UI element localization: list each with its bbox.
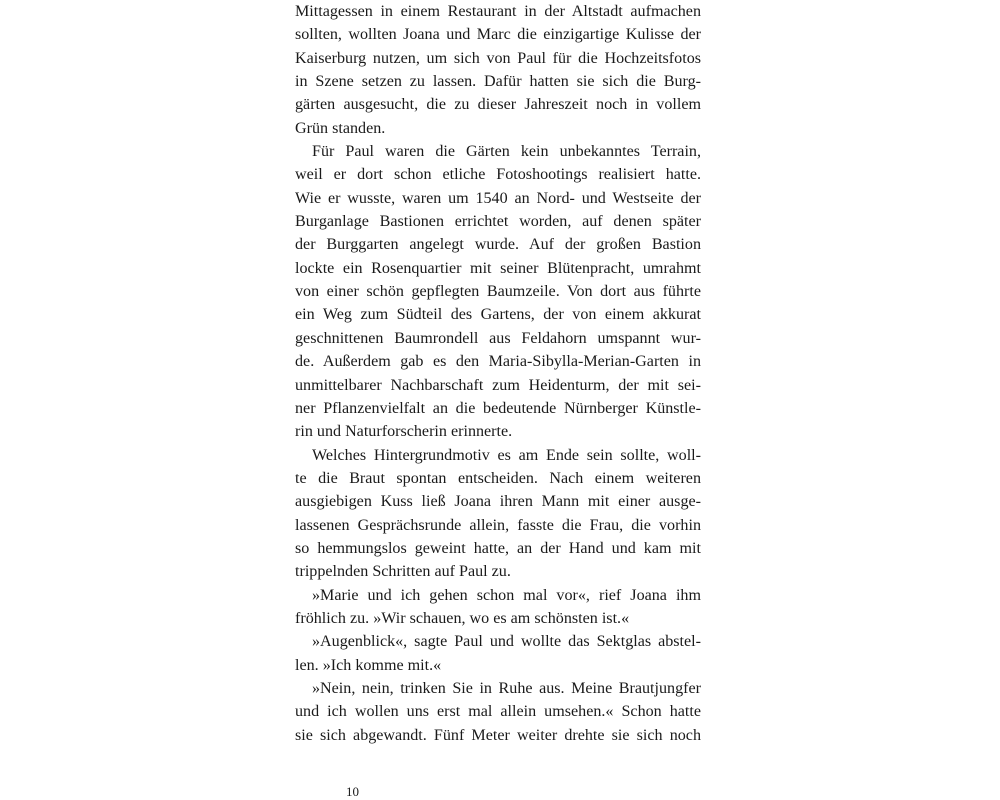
text-line: fröhlich zu. »Wir schauen, wo es am schönsten ist.« bbox=[295, 609, 630, 627]
text-line: Mittagessen in einem Restaurant in der Altstadt aufmachen bbox=[295, 3, 701, 20]
text-line: sollten, wollten Joana und Marc die einzigartige Kulisse der bbox=[295, 26, 701, 44]
text-line: gärten ausgesucht, die zu dieser Jahreszeit noch in vollem bbox=[295, 96, 701, 114]
text-line: so hemmungslos geweint hatte, an der Hand und kam mit bbox=[295, 539, 701, 557]
text-line: te die Braut spontan entscheiden. Nach einem weiteren bbox=[295, 469, 701, 487]
text-line: Welches Hintergrundmotiv es am Ende sein sollte, woll- bbox=[312, 446, 701, 464]
text-line: von einer schön gepflegten Baumzeile. Von dort aus führte bbox=[295, 283, 701, 301]
text-line: len. »Ich komme mit.« bbox=[295, 656, 442, 674]
text-line: in Szene setzen zu lassen. Dafür hatten sie sich die Burg- bbox=[295, 73, 701, 91]
text-line: »Nein, nein, trinken Sie in Ruhe aus. Meine Brautjungfer bbox=[312, 679, 701, 697]
text-line: Wie er wusste, waren um 1540 an Nord- und Westseite der bbox=[295, 189, 701, 207]
text-line: ein Weg zum Südteil des Gartens, der von einem akkurat bbox=[295, 306, 701, 324]
text-line: unmittelbarer Nachbarschaft zum Heidenturm, der mit sei- bbox=[295, 376, 701, 394]
text-line: Burganlage Bastionen errichtet worden, auf denen später bbox=[295, 213, 701, 231]
text-line: geschnittenen Baumrondell aus Feldahorn umspannt wur- bbox=[295, 329, 701, 347]
text-line: weil er dort schon etliche Fotoshootings realisiert hatte. bbox=[295, 166, 701, 184]
text-line: sie sich abgewandt. Fünf Meter weiter drehte sie sich noch bbox=[295, 726, 701, 744]
text-line: »Marie und ich gehen schon mal vor«, rief Joana ihm bbox=[312, 586, 701, 604]
text-line: und ich wollen uns erst mal allein umsehen.« Schon hatte bbox=[295, 703, 701, 721]
text-line: rin und Naturforscherin erinnerte. bbox=[295, 423, 513, 441]
text-line: lassenen Gesprächsrunde allein, fasste die Frau, die vorhin bbox=[295, 516, 701, 534]
text-line: Grün standen. bbox=[295, 119, 386, 137]
text-line: ner Pflanzenvielfalt an die bedeutende Nürnberger Künstle- bbox=[295, 399, 701, 417]
text-line: lockte ein Rosenquartier mit seiner Blütenpracht, umrahmt bbox=[295, 259, 701, 277]
text-line: trippelnden Schritten auf Paul zu. bbox=[295, 563, 511, 581]
text-line: de. Außerdem gab es den Maria-Sibylla-Merian-Garten in bbox=[295, 353, 701, 371]
body-text bbox=[295, 0, 701, 747]
text-line: Für Paul waren die Gärten kein unbekanntes Terrain, bbox=[312, 143, 701, 161]
text-line: der Burggarten angelegt wurde. Auf der großen Bastion bbox=[295, 236, 701, 254]
text-line: ausgiebigen Kuss ließ Joana ihren Mann mit einer ausge- bbox=[295, 493, 701, 511]
text-line: »Augenblick«, sagte Paul und wollte das Sektglas abstel- bbox=[312, 633, 701, 651]
page-number: 10 bbox=[346, 784, 359, 799]
text-line: Kaiserburg nutzen, um sich von Paul für die Hochzeitsfotos bbox=[295, 49, 701, 67]
